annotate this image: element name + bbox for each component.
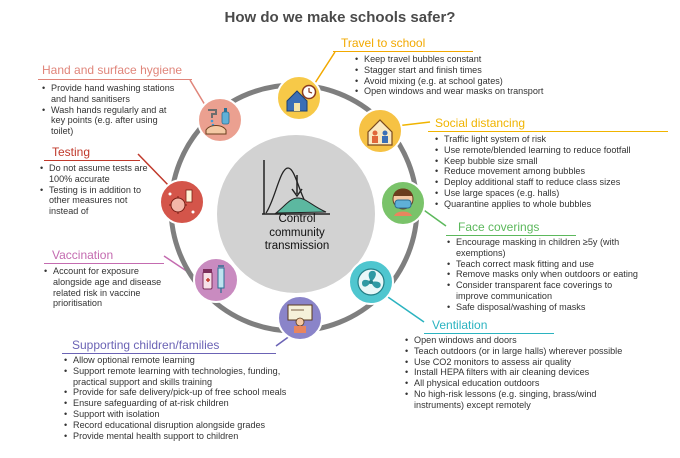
list-item: practical support and skills training	[73, 376, 212, 387]
list-item: • Avoid mixing (e.g. at school gates)	[355, 76, 595, 87]
vaccination-circle	[194, 258, 238, 302]
social-list	[435, 134, 675, 210]
list-item: • Open windows and wear masks on transport	[355, 86, 595, 97]
list-item: • Use remote/blended learning to reduce footfall	[435, 145, 675, 156]
list-item: • Quarantine applies to whole bubbles	[435, 199, 675, 210]
list-item: instruments) except remotely	[414, 399, 531, 410]
list-item: • Provide for safe delivery/pick-up of free school meals	[64, 387, 334, 398]
list-item: • Deploy additional staff to reduce class sizes	[435, 177, 675, 188]
vaccination-header-underline	[44, 263, 164, 264]
list-item: prioritisation	[53, 298, 103, 309]
social-circle	[358, 109, 402, 153]
hygiene-header: Hand and surface hygiene	[42, 63, 183, 77]
center-label	[252, 213, 342, 254]
supporting-header: Supporting children/families	[72, 338, 220, 352]
testing-list	[40, 163, 170, 217]
fan-icon	[358, 269, 384, 295]
list-item: • Support remote learning with technologies, funding,	[64, 366, 334, 377]
supporting-header-underline	[62, 353, 276, 354]
list-item: • Provide mental health support to children	[64, 431, 334, 442]
connector-ventilation	[385, 295, 424, 322]
list-item: • Remove masks only when outdoors or eating	[447, 269, 677, 280]
ventilation-header: Ventilation	[432, 318, 488, 332]
vaccination-list	[44, 266, 184, 309]
list-item: improve communication	[456, 290, 553, 301]
list-item: • Ensure safeguarding of at-risk children	[64, 398, 334, 409]
testing-header: Testing	[52, 145, 91, 159]
supporting-list	[64, 355, 334, 441]
list-item: • Keep travel bubbles constant	[355, 54, 595, 65]
face-list	[447, 237, 677, 313]
list-item: • Teach correct mask fitting and use	[447, 259, 677, 270]
list-item: exemptions)	[456, 247, 506, 258]
list-item: and hand sanitisers	[51, 93, 130, 104]
center-label-line2: community	[269, 226, 325, 239]
list-item: • Traffic light system of risk	[435, 134, 675, 145]
list-item: 100% accurate	[49, 173, 110, 184]
face-header: Face coverings	[458, 220, 540, 234]
list-item: • Keep bubble size small	[435, 156, 675, 167]
center-label-line3: transmission	[264, 240, 330, 252]
travel-circle	[277, 76, 321, 120]
social-header: Social distancing	[435, 116, 526, 130]
list-item: • Support with isolation	[64, 409, 334, 420]
list-item: • Safe disposal/washing of masks	[447, 302, 677, 313]
testing-header-underline	[44, 160, 140, 161]
list-item: key points (e.g. after using	[51, 115, 158, 126]
list-item: instead of	[49, 206, 89, 217]
supporting-circle	[278, 296, 322, 340]
list-item: • Stagger start and finish times	[355, 65, 595, 76]
vaccination-header: Vaccination	[52, 248, 114, 262]
list-item: • Teach outdoors (or in large halls) wherever possible	[405, 346, 675, 357]
ventilation-circle	[349, 260, 393, 304]
face-circle	[381, 181, 425, 225]
list-item: • Consider transparent face coverings to	[447, 280, 677, 291]
travel-header-underline	[333, 51, 473, 52]
face-header-underline	[446, 235, 576, 236]
list-item: • Provide hand washing stations	[42, 83, 202, 94]
ventilation-header-underline	[424, 333, 554, 334]
hygiene-circle	[198, 98, 242, 142]
list-item: alongside age and disease	[53, 276, 162, 287]
list-item: • Reduce movement among bubbles	[435, 166, 675, 177]
list-item: • Wash hands regularly and at	[42, 105, 202, 116]
list-item: toilet)	[51, 126, 74, 137]
list-item: • Use CO2 monitors to assess air quality	[405, 357, 675, 368]
page-title: How do we make schools safer?	[224, 9, 456, 26]
list-item: • No high-risk lessons (e.g. singing, brass/wind	[405, 389, 675, 400]
center-label-line1: Control	[278, 213, 316, 225]
hygiene-list	[42, 83, 202, 137]
list-item: • Do not assume tests are	[40, 163, 170, 174]
list-item: • Testing is in addition to	[40, 185, 170, 196]
list-item: related risk in vaccine	[53, 287, 141, 298]
hygiene-header-underline	[38, 79, 192, 80]
list-item: • Install HEPA filters with air cleaning devices	[405, 367, 675, 378]
list-item: • Allow optional remote learning	[64, 355, 334, 366]
connector-travel	[315, 52, 335, 83]
list-item: other measures not	[49, 195, 128, 206]
travel-list	[355, 54, 595, 97]
list-item: • Account for exposure	[44, 266, 184, 277]
ventilation-list	[405, 335, 675, 411]
list-item: • All physical education outdoors	[405, 378, 675, 389]
list-item: • Record educational disruption alongside grades	[64, 420, 334, 431]
travel-header: Travel to school	[341, 36, 426, 50]
social-header-underline	[428, 131, 668, 132]
list-item: • Open windows and doors	[405, 335, 675, 346]
list-item: • Encourage masking in children ≥5y (with	[447, 237, 677, 248]
list-item: • Use large spaces (e.g. halls)	[435, 188, 675, 199]
